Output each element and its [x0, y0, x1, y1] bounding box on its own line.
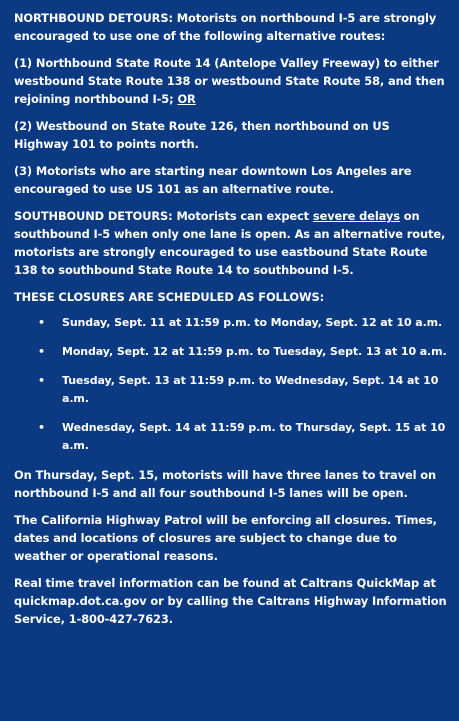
schedule-list: [14, 314, 447, 455]
bullet-icon: •: [38, 316, 45, 329]
northbound-route-3: (3) Motorists who are starting near downtown Los Angeles are encouraged to use US 101 as an alternative route.: [14, 164, 412, 196]
route-1-text: (1) Northbound State Route 14 (Antelope Valley Freeway) to either westbound State Route 138 or westbound State Route 58, and then rejoining northbound I-5;: [14, 56, 445, 106]
northbound-route-2: (2) Westbound on State Route 126, then northbound on US Highway 101 to points north.: [14, 119, 390, 151]
northbound-intro-text: Motorists on northbound I-5 are strongly encouraged to use one of the following alternative routes:: [14, 11, 437, 43]
schedule-item: [14, 372, 447, 408]
bullet-icon: •: [38, 345, 45, 358]
southbound-detours: [14, 207, 447, 279]
schedule-item-text: Wednesday, Sept. 14 at 11:59 p.m. to Thursday, Sept. 15 at 10 a.m.: [62, 421, 446, 452]
realtime-info: Real time travel information can be found at Caltrans QuickMap at quickmap.dot.ca.gov or by calling the Caltrans Highway Information Service, 1-800-427-7623.: [14, 576, 447, 626]
severe-delays-emphasis: severe delays: [312, 209, 400, 223]
bullet-icon: •: [38, 374, 45, 387]
northbound-heading: NORTHBOUND DETOURS:: [14, 11, 173, 25]
route-1-or: OR: [177, 92, 196, 106]
schedule-item: [14, 419, 447, 455]
after-closure-note: On Thursday, Sept. 15, motorists will have three lanes to travel on northbound I-5 and all four southbound I-5 lanes will be open.: [14, 468, 437, 500]
chp-notice: The California Highway Patrol will be enforcing all closures. Times, dates and locations of closures are subject to change due to weather or operational reasons.: [14, 513, 437, 563]
southbound-text-b: on southbound I-5 when only one lane is open. As an alternative route, motorists are strongly encouraged to use eastbound State Route 138 to southbound State Route 14 to southbound I-5.: [14, 209, 446, 277]
northbound-route-1: [14, 54, 447, 108]
schedule-heading: THESE CLOSURES ARE SCHEDULED AS FOLLOWS:: [14, 290, 325, 304]
schedule-item-text: Monday, Sept. 12 at 11:59 p.m. to Tuesday, Sept. 13 at 10 a.m.: [62, 345, 447, 358]
schedule-item: [14, 314, 447, 332]
southbound-text-a: Motorists can expect: [172, 209, 313, 223]
northbound-intro: [14, 9, 447, 45]
southbound-heading: SOUTHBOUND DETOURS:: [14, 209, 173, 223]
schedule-item-text: Sunday, Sept. 11 at 11:59 p.m. to Monday, Sept. 12 at 10 a.m.: [62, 316, 443, 329]
schedule-item: [14, 343, 447, 361]
bullet-icon: •: [38, 421, 45, 434]
schedule-item-text: Tuesday, Sept. 13 at 11:59 p.m. to Wednesday, Sept. 14 at 10 a.m.: [62, 374, 439, 405]
